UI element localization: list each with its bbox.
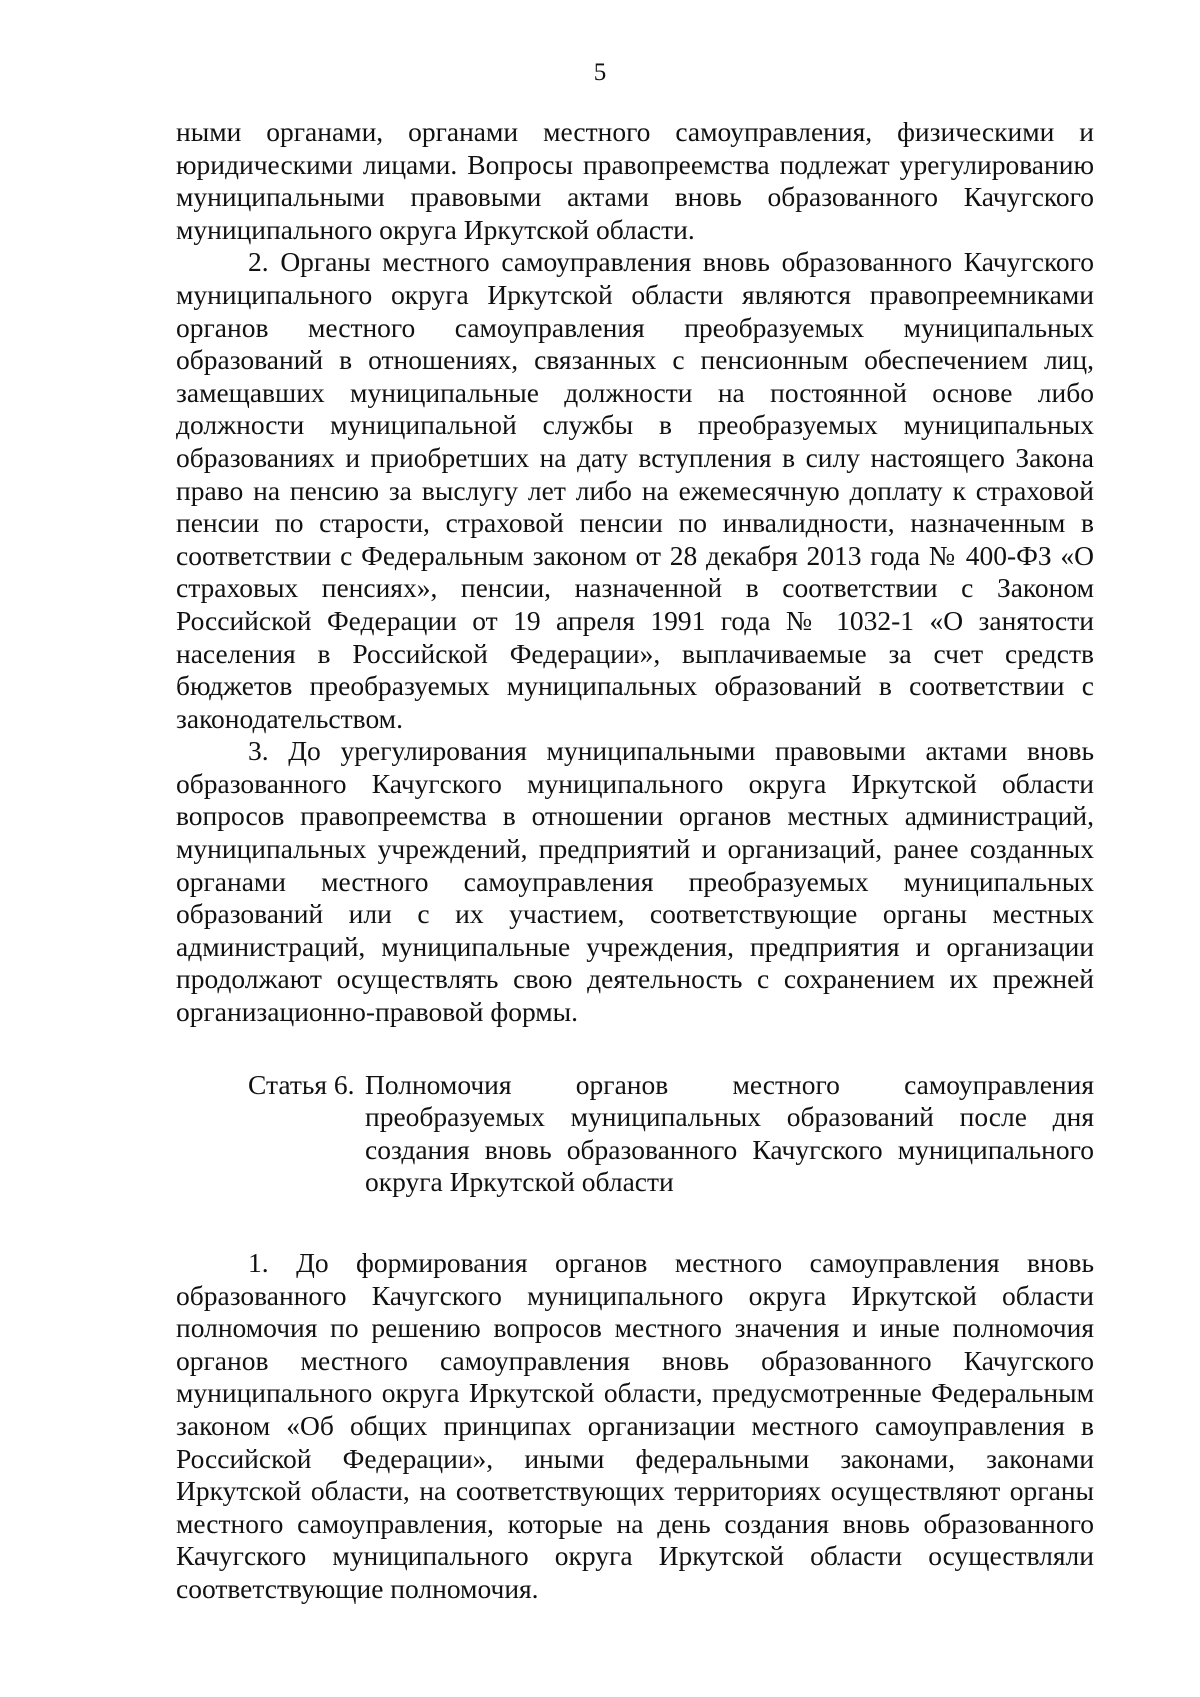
paragraph-item-3: 3. До урегулирования муниципальными правовыми актами вновь образованного Качугского муниципального округа Иркутской области вопросов правопреемства в отношении органов местных администраций, муниципальных учреждений, предприятий и организаций, ранее созданных органами местного самоуправления преобразуемых муниципальных образований или с их участием, соответствующие органы местных администраций, муниципальные учреждения, предприятия и организации продолжают осуществлять свою деятельность с сохранением их прежней организационно-правовой формы. xyxy=(176,735,1094,1028)
article-6-label: Статья 6. xyxy=(248,1068,355,1100)
article-6-title: Полномочия органов местного самоуправления преобразуемых муниципальных образований после дня создания вновь образованного Качугского муниципального округа Иркутской области xyxy=(365,1068,1094,1198)
article-6-paragraph-item-1: 1. До формирования органов местного самоуправления вновь образованного Качугского муниципального округа Иркутской области полномочия по решению вопросов местного значения и иные полномочия органов местного самоуправления вновь образованного Качугского муниципального округа Иркутской области, предусмотренные Федеральным законом «Об общих принципах организации местного самоуправления в Российской Федерации», иными федеральными законами, законами Иркутской области, на соответствующих территориях осуществляют органы местного самоуправления, которые на день создания вновь образованного Качугского муниципального округа Иркутской области осуществляли соответствующие полномочия. xyxy=(176,1247,1094,1604)
paragraph-item-2: 2. Органы местного самоуправления вновь образованного Качугского муниципального округа Иркутской области являются правопреемниками органов местного самоуправления преобразуемых муниципальных образований в отношениях, связанных с пенсионным обеспечением лиц, замещавших муниципальные должности на постоянной основе либо должности муниципальной службы в преобразуемых муниципальных образованиях и приобретших на дату вступления в силу настоящего Закона право на пенсию за выслугу лет либо на ежемесячную доплату к страховой пенсии по старости, страховой пенсии по инвалидности, назначенным в соответствии с Федеральным законом от 28 декабря 2013 года № 400-ФЗ «О страховых пенсиях», пенсии, назначенной в соответствии с Законом Российской Федерации от 19 апреля 1991 года № 1032-1 «О занятости населения в Российской Федерации», выплачиваемые за счет средств бюджетов преобразуемых муниципальных образований в соответствии с законодательством. xyxy=(176,246,1094,734)
document-body xyxy=(176,116,1094,1606)
article-6-heading xyxy=(176,1069,1094,1199)
paragraph-continuation: ными органами, органами местного самоуправления, физическими и юридическими лицами. Вопросы правопреемства подлежат урегулированию муниципальными правовыми актами вновь образованного Качугского муниципального округа Иркутской области. xyxy=(176,116,1094,245)
page-number: 5 xyxy=(593,59,607,86)
